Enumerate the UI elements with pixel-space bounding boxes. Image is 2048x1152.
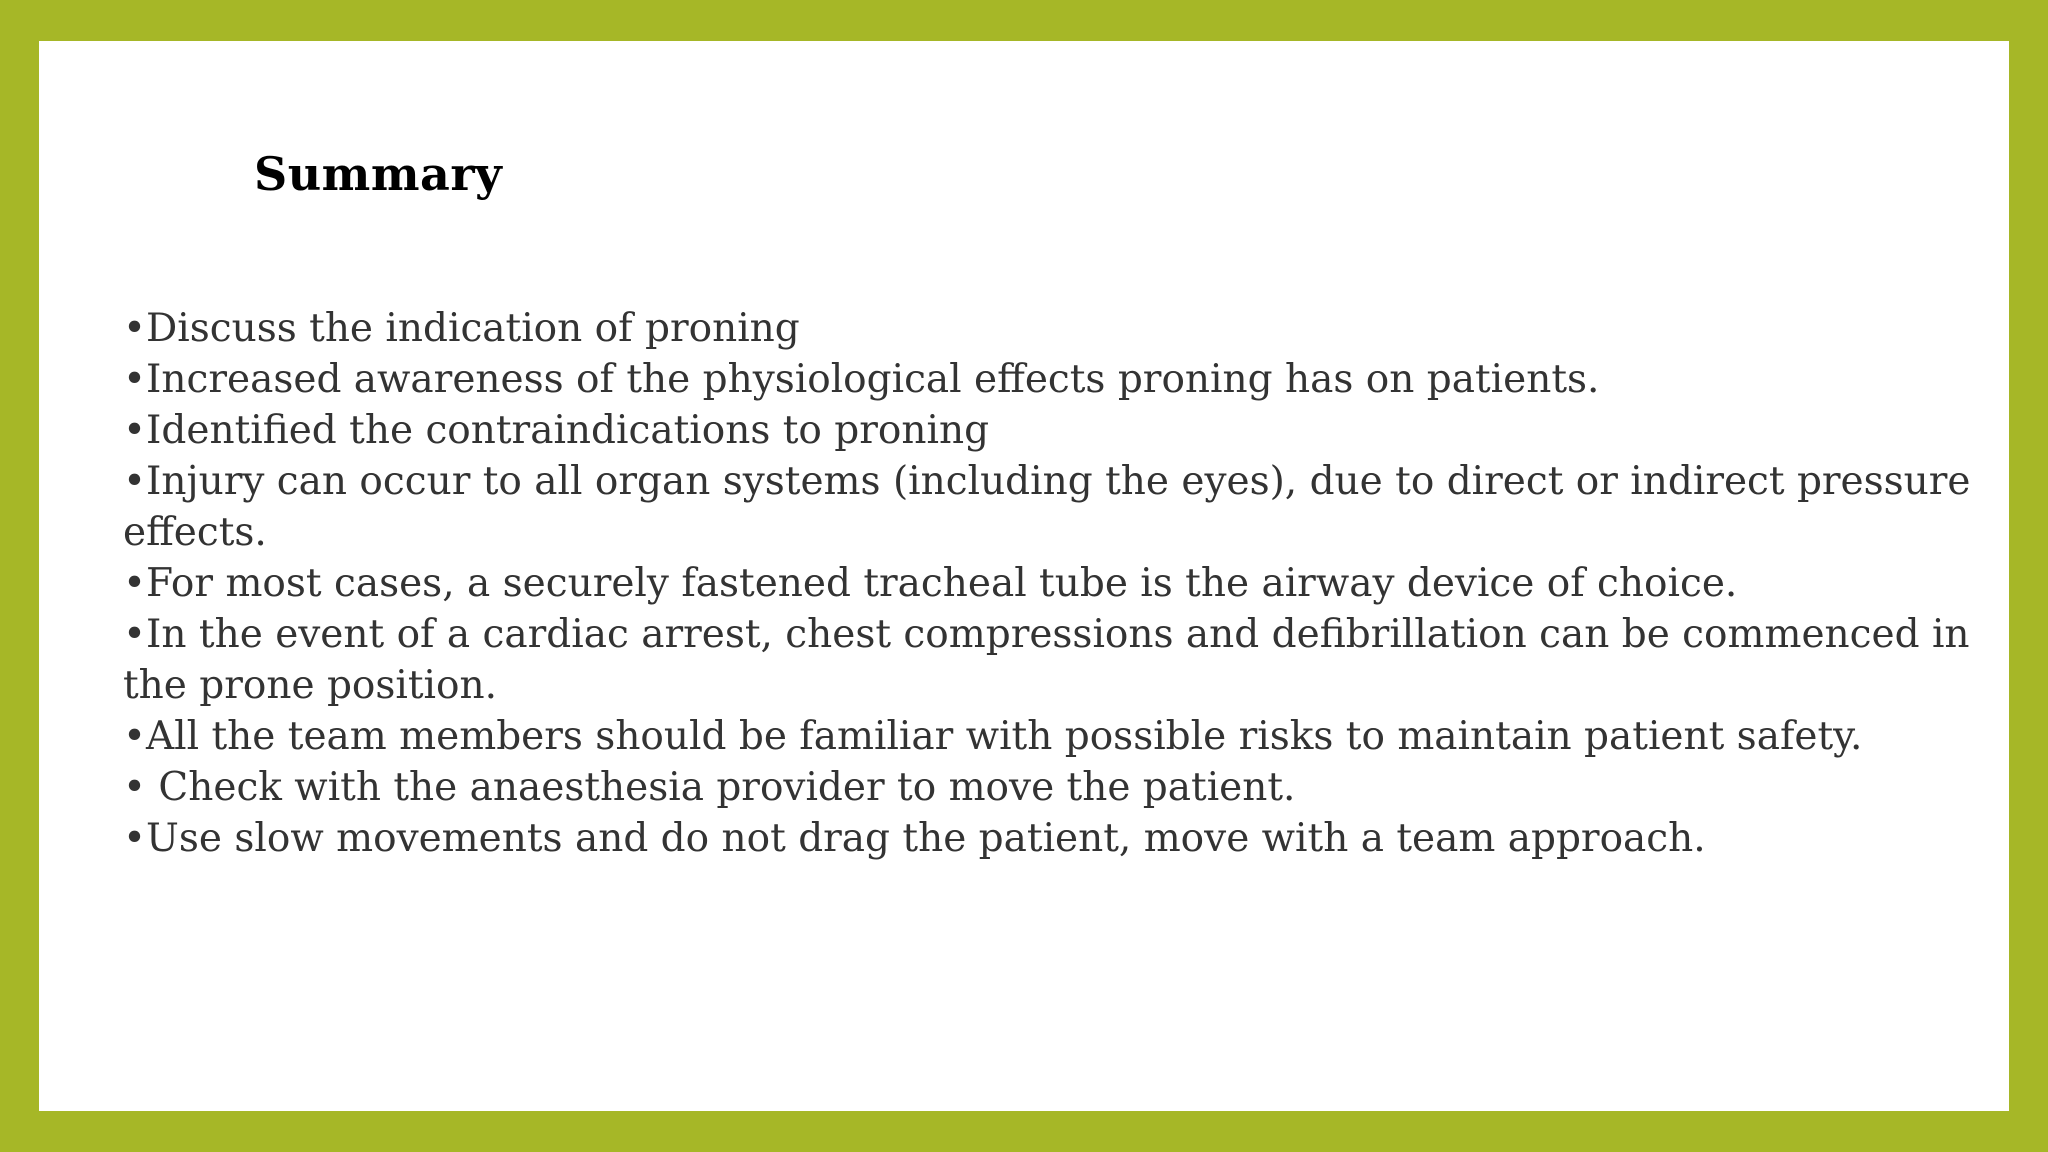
- bullet-item: •Discuss the indication of proning: [123, 306, 800, 351]
- bullet-item: • Check with the anaesthesia provider to move the patient.: [123, 765, 1296, 810]
- bullet-list: [123, 303, 1983, 864]
- bullet-item: •Identified the contraindications to proning: [123, 408, 990, 453]
- slide-title: Summary: [254, 147, 503, 201]
- bullet-item: •All the team members should be familiar with possible risks to maintain patient safety.: [123, 714, 1863, 759]
- bullet-item: •For most cases, a securely fastened tracheal tube is the airway device of choice.: [123, 561, 1738, 606]
- bullet-item: •Increased awareness of the physiological effects proning has on patients.: [123, 357, 1600, 402]
- bullet-item: •In the event of a cardiac arrest, chest compressions and defibrillation can be commenced in the prone position.: [123, 612, 1970, 708]
- slide: [39, 41, 2009, 1111]
- bullet-item: •Use slow movements and do not drag the patient, move with a team approach.: [123, 816, 1706, 861]
- bullet-item: •Injury can occur to all organ systems (including the eyes), due to direct or indirect pressure effects.: [123, 459, 1971, 555]
